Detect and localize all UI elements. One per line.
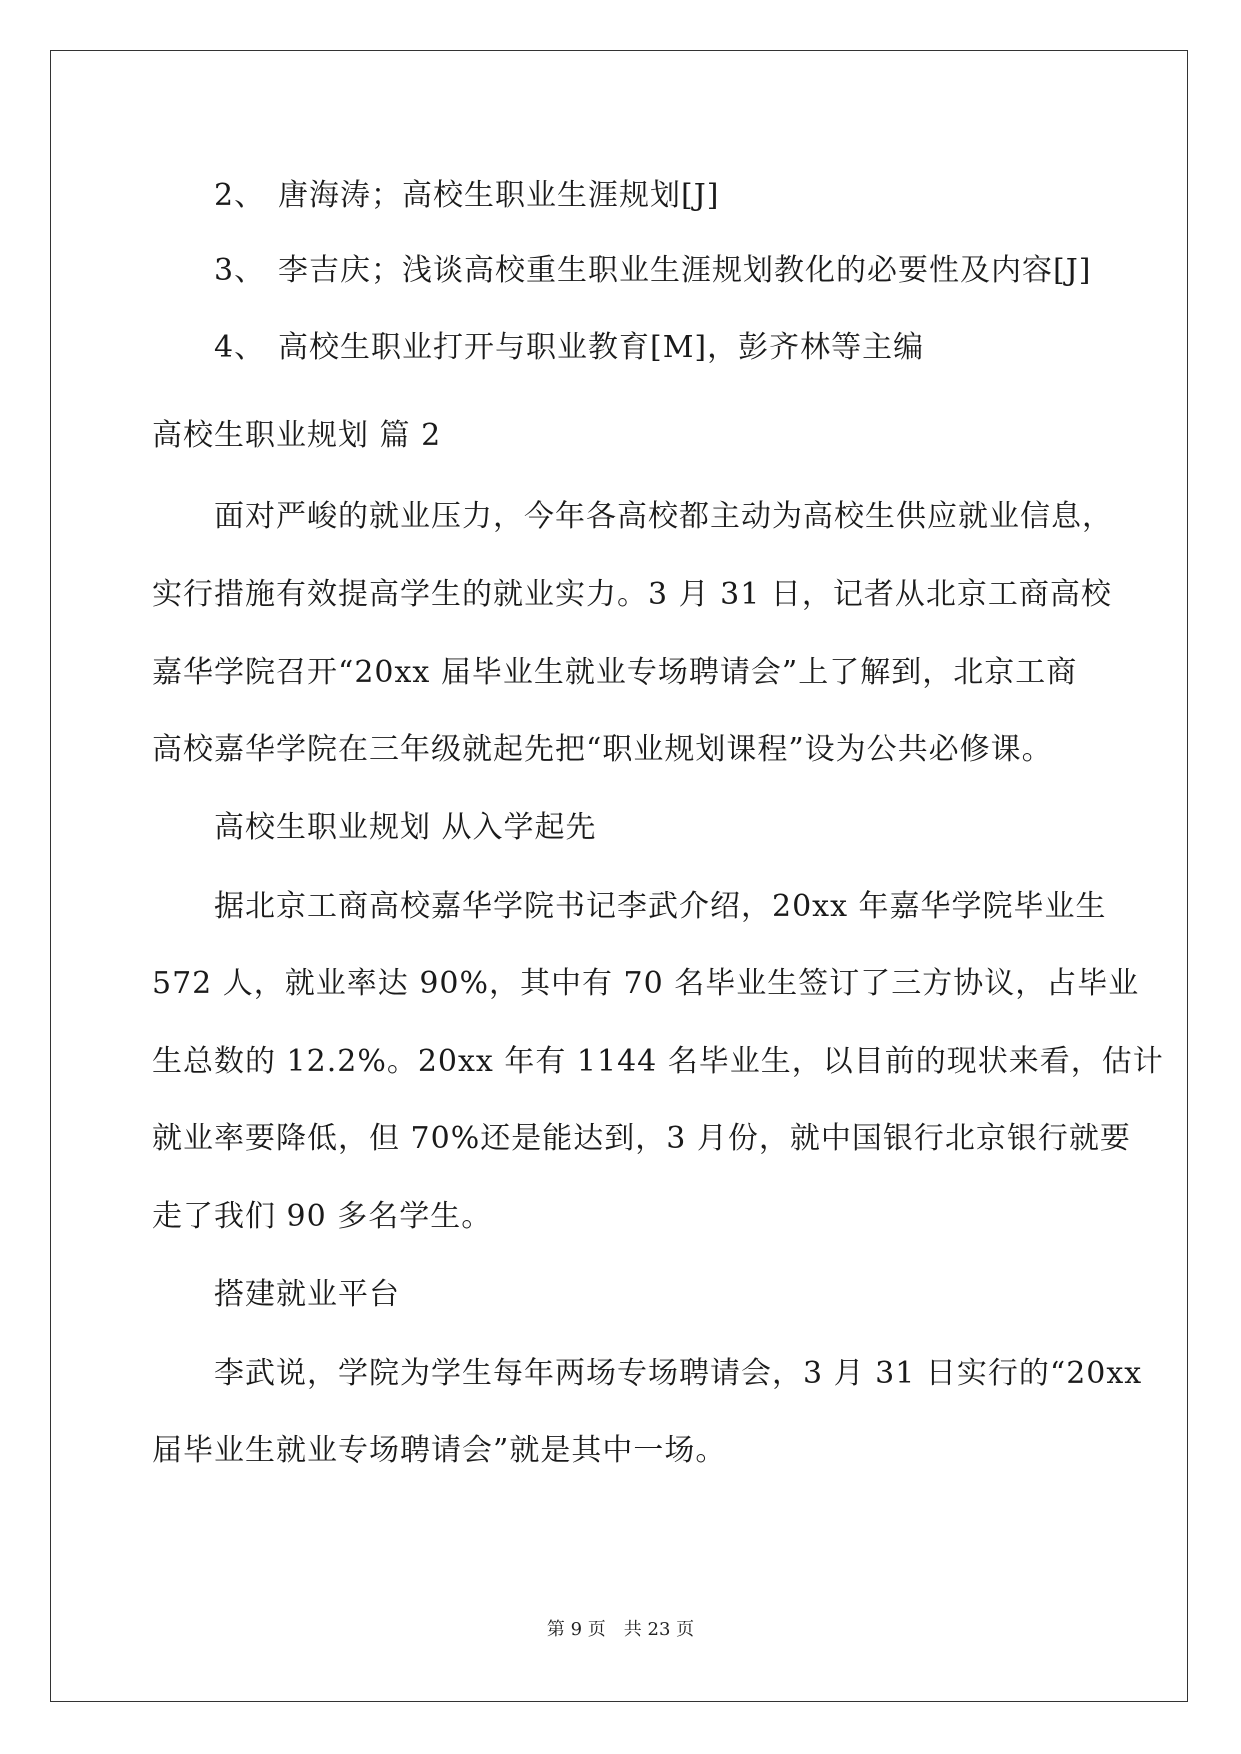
reference-number: 4、 — [214, 330, 266, 365]
paragraph-line: 面对严峻的就业压力，今年各高校都主动为高校生供应就业信息， — [214, 499, 1113, 534]
paragraph-line: 高校嘉华学院在三年级就起先把“职业规划课程”设为公共必修课。 — [152, 732, 1053, 767]
paragraph-line: 嘉华学院召开“20xx 届毕业生就业专场聘请会”上了解到，北京工商 — [152, 655, 1078, 690]
paragraph-line: 据北京工商高校嘉华学院书记李武介绍，20xx 年嘉华学院毕业生 — [214, 889, 1107, 924]
reference-number: 3、 — [214, 253, 266, 288]
reference-item — [214, 328, 924, 368]
paragraph-line: 李武说，学院为学生每年两场专场聘请会，3 月 31 日实行的“20xx — [214, 1356, 1143, 1391]
subheading: 高校生职业规划 从入学起先 — [214, 810, 597, 845]
reference-text: 高校生职业打开与职业教育[M]，彭齐林等主编 — [278, 330, 925, 365]
reference-text: 唐海涛；高校生职业生涯规划[J] — [278, 178, 720, 213]
reference-text: 李吉庆；浅谈高校重生职业生涯规划教化的必要性及内容[J] — [278, 253, 1092, 288]
page-number: 第 9 页 — [546, 1619, 606, 1640]
paragraph-line: 实行措施有效提高学生的就业实力。3 月 31 日，记者从北京工商高校 — [152, 577, 1112, 612]
reference-number: 2、 — [214, 178, 266, 213]
paragraph-line: 生总数的 12.2%。20xx 年有 1144 名毕业生，以目前的现状来看，估计 — [152, 1044, 1164, 1079]
paragraph-line: 572 人，就业率达 90%，其中有 70 名毕业生签订了三方协议，占毕业 — [152, 966, 1140, 1001]
paragraph-line: 就业率要降低，但 70%还是能达到，3 月份，就中国银行北京银行就要 — [152, 1121, 1131, 1156]
page-total: 共 23 页 — [623, 1619, 695, 1640]
reference-item — [214, 176, 719, 216]
subheading: 搭建就业平台 — [214, 1277, 400, 1312]
paragraph-line: 走了我们 90 多名学生。 — [152, 1199, 493, 1234]
reference-item — [214, 251, 1091, 291]
section-title: 高校生职业规划 篇 2 — [152, 418, 442, 453]
page-footer — [0, 1615, 1241, 1641]
paragraph-line: 届毕业生就业专场聘请会”就是其中一场。 — [152, 1433, 727, 1468]
